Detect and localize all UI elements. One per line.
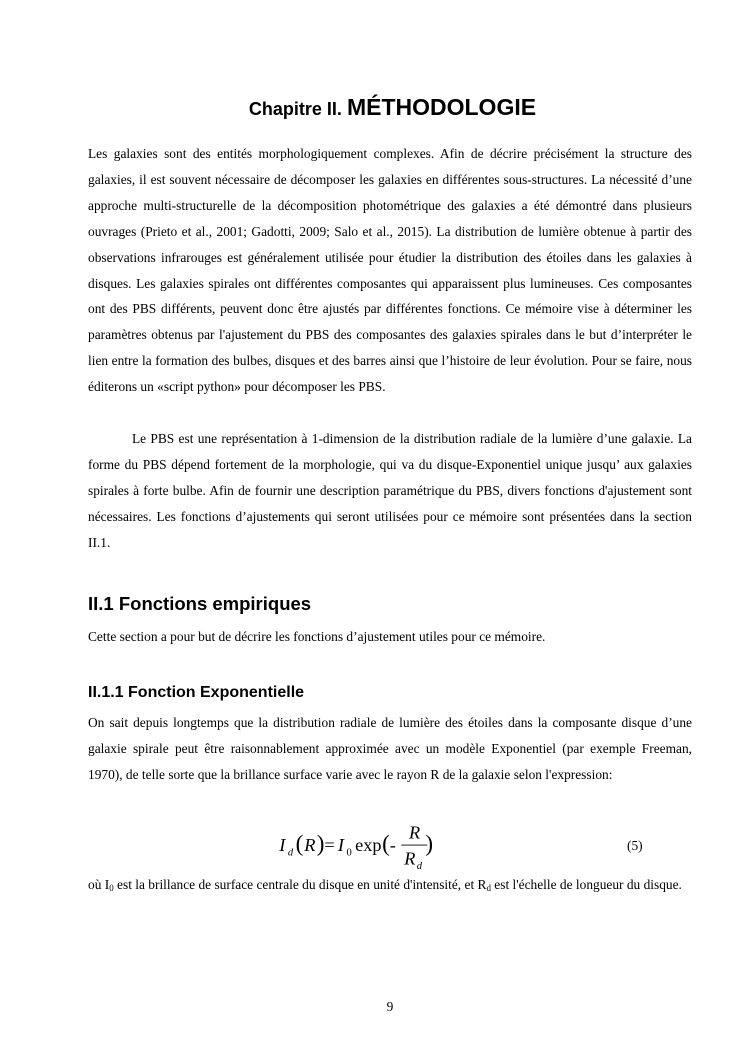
eq-exp-func: exp: [355, 834, 382, 855]
eq-lhs-symbol: I: [279, 834, 286, 855]
eq-minus: -: [389, 834, 396, 855]
section-2-1-1-text: On sait depuis longtemps que la distribution radiale de lumière des étoiles dans la composante disque d’une galaxie spirale peut être raisonnablement approximée avec un modèle Exponentiel (par exemple Freeman, 1970), de telle sorte que la brillance surface varie avec le rayon R de la galaxie selon l'expression:: [88, 715, 692, 782]
eq-paren-close-1: ): [316, 829, 325, 856]
eq-denominator: R: [404, 848, 416, 869]
equation-number: (5): [627, 838, 643, 853]
exponential-equation: [270, 822, 450, 872]
intro-paragraph-1: Les galaxies sont des entités morphologiquement complexes. Afin de décrire précisément la structure des galaxies, il est souvent nécessaire de décomposer les galaxies en différentes sous-structures. La nécessité d’une approche multi-structurelle de la décomposition photométrique des galaxies a été démontré dans plusieurs ouvrages (Prieto et al., 2001; Gadotti, 2009; Salo et al., 2015). La distribution de lumière obtenue à partir des observations infrarouges est généralement utilisée pour étudier la distribution des étoiles dans les galaxies à disques. Les galaxies spirales ont différentes composantes qui apparaissent plus lumineuses. Ces composantes ont des PBS différents, peuvent donc être ajustés par différentes fonctions. Ce mémoire vise à déterminer les paramètres obtenus par l'ajustement du PBS des composantes des galaxies spirales dans le but d’interpréter le lien entre la formation des bulbes, disques et des barres ainsi que l’histoire de leur évolution. Pour se faire, nous éditerons un «script python» pour décomposer les PBS.: [88, 146, 692, 395]
after-eq-sub2: d: [486, 883, 491, 893]
eq-paren-open-1: (: [295, 829, 304, 856]
eq-lhs-arg: R: [304, 834, 316, 855]
chapter-prefix: Chapitre II.: [248, 99, 342, 119]
page-number: 9: [386, 999, 394, 1014]
after-eq-part2: est la brillance de surface centrale du disque en unité d'intensité, et R: [113, 877, 487, 892]
after-eq-sub1: 0: [109, 883, 114, 893]
eq-lhs-sub: d: [287, 847, 294, 859]
eq-equals: =: [324, 834, 335, 855]
eq-paren-open-2: (: [382, 829, 390, 856]
eq-rhs-sub: 0: [346, 847, 352, 859]
after-equation-text: [88, 872, 692, 902]
eq-numerator: R: [409, 822, 421, 843]
eq-denominator-sub: d: [416, 861, 423, 872]
after-eq-part3: est l'échelle de longueur du disque.: [490, 877, 682, 892]
chapter-name: MÉTHODOLOGIE: [346, 94, 537, 120]
section-2-1-text: Cette section a pour but de décrire les fonctions d’ajustement utiles pour ce mémoire.: [88, 629, 546, 644]
chapter-title: [0, 94, 745, 121]
eq-rhs-symbol: I: [337, 834, 344, 855]
intro-paragraph-2: Le PBS est une représentation à 1-dimension de la distribution radiale de la lumière d’une galaxie. La forme du PBS dépend fortement de la morphologie, qui va du disque-Exponentiel unique jusqu’ aux galaxies spirales à forte bulbe. Afin de fournir une description paramétrique du PBS, divers fonctions d'ajustement sont nécessaires. Les fonctions d’ajustements qui seront utilisées pour ce mémoire sont présentées dans la section II.1.: [88, 431, 692, 550]
section-heading-2-1-1: II.1.1 Fonction Exponentielle: [88, 684, 305, 701]
section-heading-2-1: II.1 Fonctions empiriques: [88, 593, 312, 614]
eq-paren-close-2: ): [425, 829, 434, 856]
after-eq-part1: où I: [88, 877, 110, 892]
